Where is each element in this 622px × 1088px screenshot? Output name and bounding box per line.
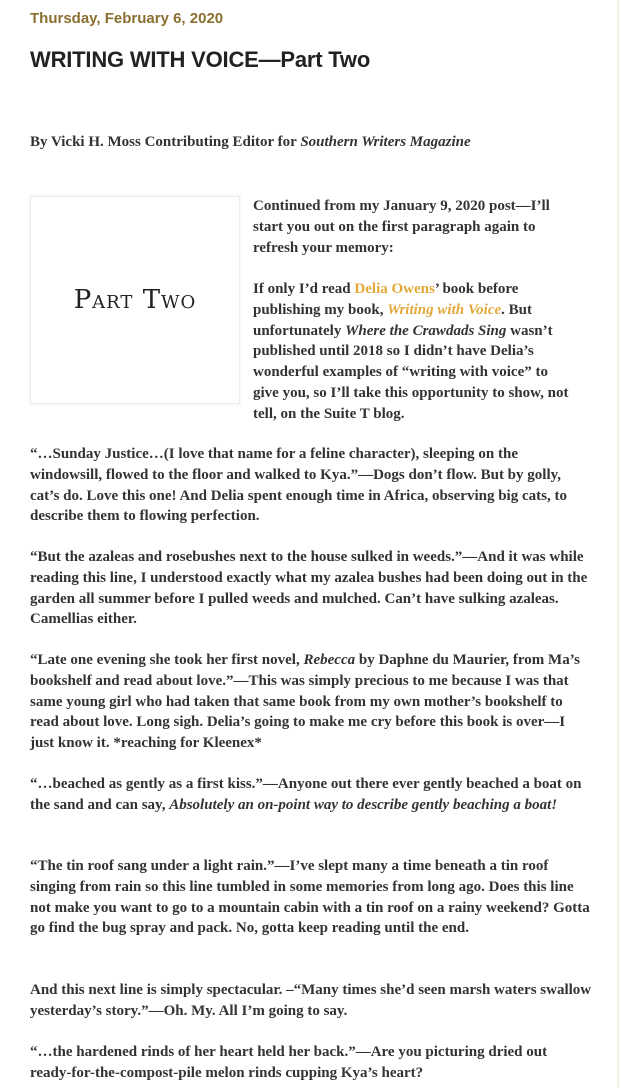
paragraph-rebecca <box>30 650 592 754</box>
delia-owens-link[interactable]: Delia Owens <box>354 281 435 297</box>
paragraph-hardened-rinds <box>30 1042 592 1084</box>
paragraph-text <box>30 774 592 816</box>
writing-with-voice-link[interactable]: Writing with Voice <box>387 301 502 318</box>
text-run: by Daphne du Maurier, from Ma’s bookshelf and read about love.”—This was simply precious to me because I was that same young girl who had taken that same book from my own mother’s bookshelf to read about love. Long sigh. Delia’s going to make me cry before this book is over—I just know it. *reaching for Kleenex* <box>30 652 580 752</box>
paragraph-text <box>30 650 592 754</box>
first-paragraph-text <box>253 279 573 425</box>
paragraph-text: And this next line is simply spectacular. –“Many times she’d seen marsh waters swallow yesterday’s story.”—Oh. My. All I’m going to say. <box>30 982 592 1019</box>
part-two-image[interactable] <box>30 196 240 404</box>
sidebar-divider <box>617 0 619 1088</box>
text-run: ’ book before publishing my book, <box>253 281 519 318</box>
paragraph-text: “…Sunday Justice…(I love that name for a feline character), sleeping on the windowsill, flowed to the floor and walked to Kya.”—Dogs don’t flow. But by golly, cat’s do. Love this one! And Delia spent enough time in Africa, observing big cats, to describe them to flowing perfection. <box>30 446 567 525</box>
paragraph-sunday-justice <box>30 444 592 527</box>
paragraph-beached <box>30 774 592 816</box>
byline-author: By Vicki H. Moss Contributing Editor for <box>30 134 301 150</box>
book-title: Rebecca <box>303 652 356 668</box>
text-run: “Late one evening she took her first novel, <box>30 652 304 668</box>
text-run: If only I’d read <box>253 281 355 297</box>
italic-quote: Absolutely an on-point way to describe gently beaching a boat! <box>169 796 558 813</box>
paragraph-text: “…the hardened rinds of her heart held her back.”—Are you picturing dried out ready-for-the-compost-pile melon rinds cupping Kya’s heart? <box>30 1044 548 1081</box>
paragraph-azaleas <box>30 547 592 630</box>
post-date: Thursday, February 6, 2020 <box>30 10 224 27</box>
intro-paragraph <box>253 196 573 258</box>
text-run: . But unfortunately <box>253 301 532 339</box>
post-title[interactable]: WRITING WITH VOICE—Part Two <box>30 47 371 72</box>
paragraph-text: “The tin roof sang under a light rain.”—I’ve slept many a time beneath a tin roof singing from rain so this line tumbled in some memories from long ago. Does this line not make you want to go to a mountain cabin with a tin roof on a rainy weekend? Gotta go find the bug spray and pack. No, gotta keep reading until the end. <box>30 858 590 937</box>
paragraph-text: “But the azaleas and rosebushes next to the house sulked in weeds.”—And it was while reading this line, I understood exactly what my azalea bushes had been doing out in the garden all summer before I pulled weeds and mulched. Can’t have sulking azaleas. Camellias either. <box>30 549 588 628</box>
byline <box>30 134 471 151</box>
part-two-image-text: Part Two <box>73 285 197 315</box>
paragraph-tin-roof <box>30 856 592 939</box>
text-run: wasn’t published until 2018 so I didn’t have Delia’s wonderful examples of “writing with voice” to give you, so I’ll take this opportunity to show, not tell, on the Suite T blog. <box>253 322 569 422</box>
intro-text: Continued from my January 9, 2020 post—I’ll start you out on the first paragraph again to refresh your memory: <box>253 198 550 256</box>
byline-publication: Southern Writers Magazine <box>300 134 471 150</box>
text-run: “…beached as gently as a first kiss.”—Anyone out there ever gently beached a boat on the sand and can say, <box>30 776 582 813</box>
first-paragraph <box>253 279 573 425</box>
paragraph-marsh-waters <box>30 980 592 1022</box>
book-title: Where the Crawdads Sing <box>345 322 507 339</box>
